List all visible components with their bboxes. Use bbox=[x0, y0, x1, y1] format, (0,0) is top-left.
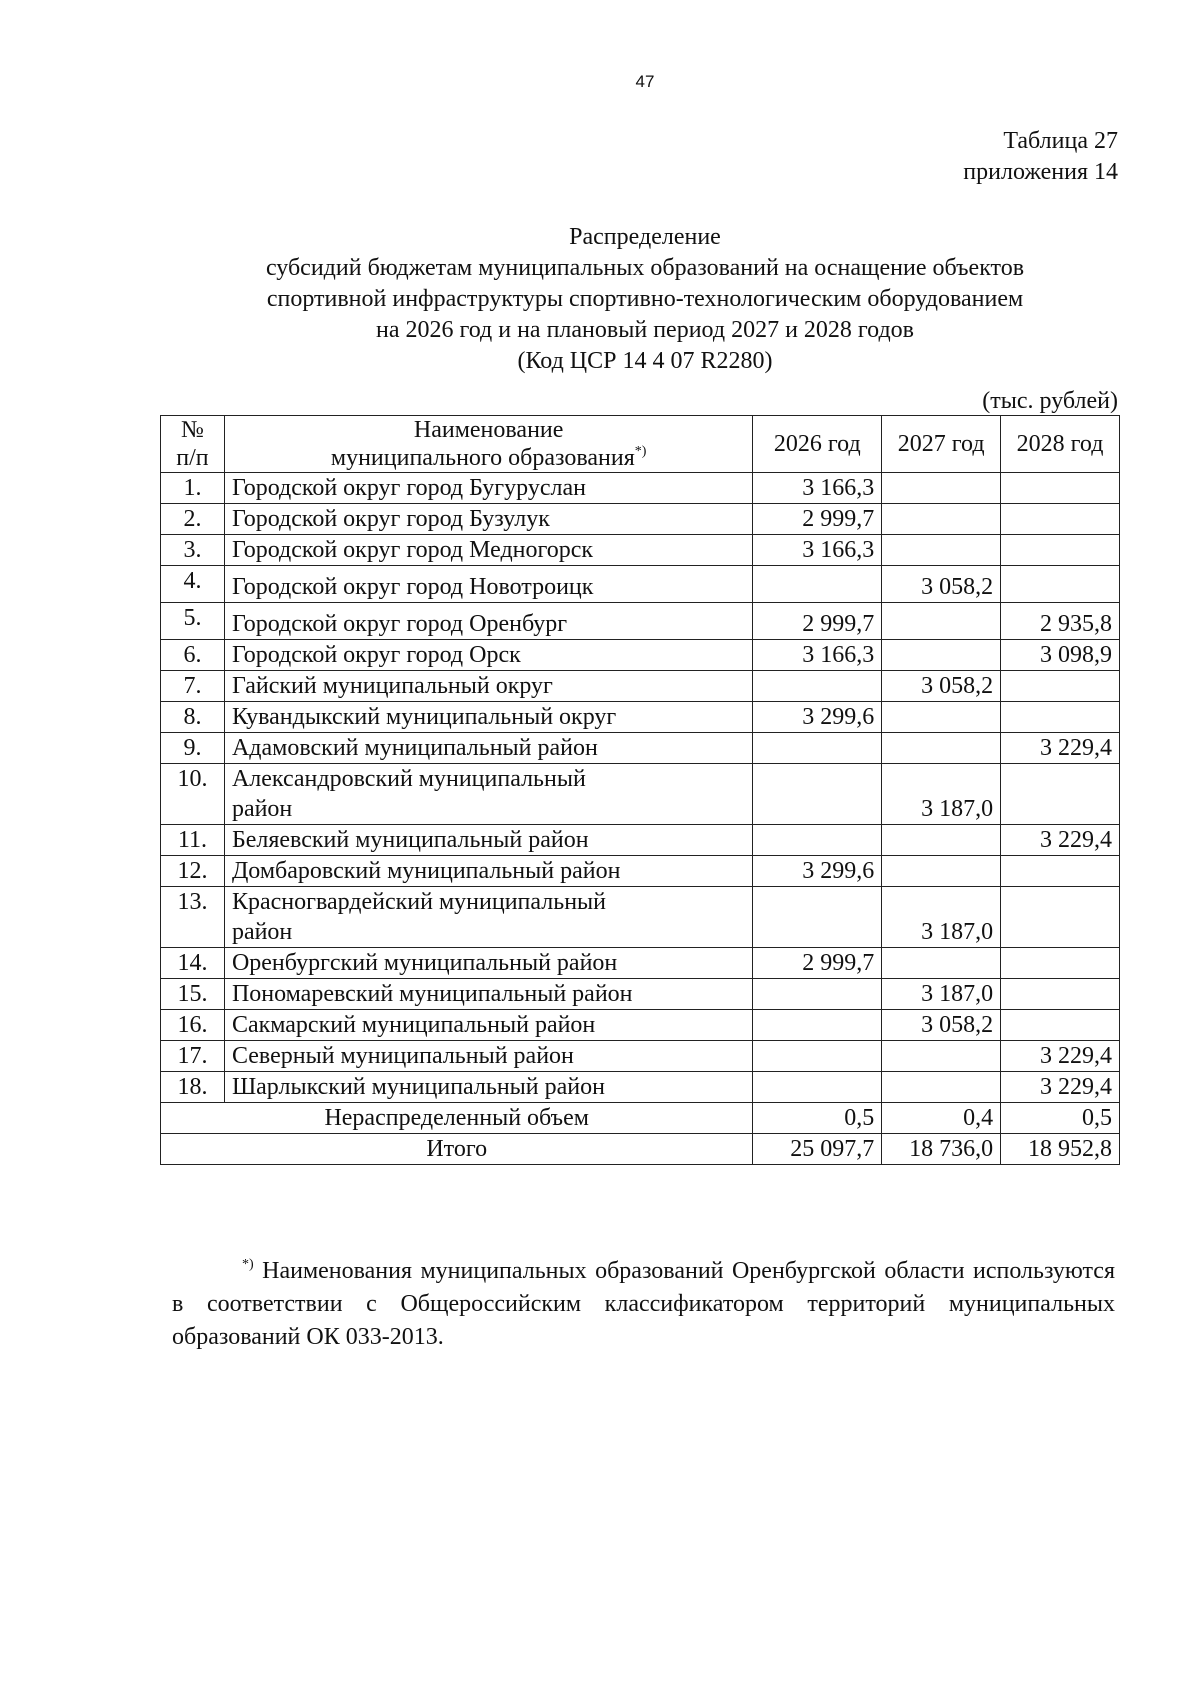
header-number-line-2: п/п bbox=[176, 445, 209, 471]
table-row bbox=[161, 979, 1120, 1010]
cell-name: Красногвардейский муниципальный район bbox=[224, 887, 752, 948]
cell-2027 bbox=[882, 1072, 1001, 1103]
cell-2028 bbox=[1001, 764, 1120, 825]
cell-2026 bbox=[753, 733, 882, 764]
cell-2027 bbox=[882, 733, 1001, 764]
cell-number: 9. bbox=[161, 733, 225, 764]
cell-2027 bbox=[882, 640, 1001, 671]
table-row bbox=[161, 603, 1120, 640]
cell-number: 15. bbox=[161, 979, 225, 1010]
cell-2027 bbox=[882, 1041, 1001, 1072]
cell-number: 13. bbox=[161, 887, 225, 948]
cell-name: Кувандыкский муниципальный округ bbox=[224, 702, 752, 733]
cell-name: Адамовский муниципальный район bbox=[224, 733, 752, 764]
header-2026: 2026 год bbox=[753, 416, 882, 473]
cell-number: 10. bbox=[161, 764, 225, 825]
cell-2028 bbox=[1001, 702, 1120, 733]
cell-2027: 3 058,2 bbox=[882, 1010, 1001, 1041]
cell-name: Александровский муниципальный район bbox=[224, 764, 752, 825]
cell-2027: 3 187,0 bbox=[882, 979, 1001, 1010]
cell-2028 bbox=[1001, 887, 1120, 948]
cell-2028 bbox=[1001, 504, 1120, 535]
table-label bbox=[963, 126, 1118, 188]
header-name bbox=[224, 416, 752, 473]
cell-2026: 3 166,3 bbox=[753, 640, 882, 671]
cell-2028: 3 229,4 bbox=[1001, 1041, 1120, 1072]
cell-2027: 3 058,2 bbox=[882, 671, 1001, 702]
header-name-line-1: Наименование bbox=[413, 417, 564, 443]
page-number: 47 bbox=[635, 72, 655, 91]
cell-2026 bbox=[753, 1010, 882, 1041]
cell-name: Городской округ город Оренбург bbox=[224, 603, 752, 640]
cell-2028 bbox=[1001, 948, 1120, 979]
heading-title: Распределение bbox=[569, 224, 721, 250]
unallocated-label: Нераспределенный объем bbox=[161, 1103, 753, 1134]
cell-2026: 2 999,7 bbox=[753, 603, 882, 640]
cell-number: 11. bbox=[161, 825, 225, 856]
cell-2027 bbox=[882, 603, 1001, 640]
cell-2026 bbox=[753, 671, 882, 702]
footnote-marker: *) bbox=[242, 1257, 254, 1272]
table-row bbox=[161, 887, 1120, 948]
cell-name: Беляевский муниципальный район bbox=[224, 825, 752, 856]
cell-name: Шарлыкский муниципальный район bbox=[224, 1072, 752, 1103]
footnote-text: Наименования муниципальных образований Оренбургской области используются в соответствии с Общероссийским классификатором территорий муниципальных образований ОК 033-2013. bbox=[172, 1258, 1115, 1350]
total-label: Итого bbox=[161, 1134, 753, 1165]
cell-2027 bbox=[882, 948, 1001, 979]
cell-2028 bbox=[1001, 566, 1120, 603]
cell-number: 7. bbox=[161, 671, 225, 702]
cell-2027 bbox=[882, 473, 1001, 504]
table-row bbox=[161, 948, 1120, 979]
cell-number: 2. bbox=[161, 504, 225, 535]
cell-name: Городской округ город Орск bbox=[224, 640, 752, 671]
heading-subtitle-line-1: субсидий бюджетам муниципальных образований на оснащение объектов bbox=[265, 255, 1025, 281]
table-row bbox=[161, 764, 1120, 825]
header-2028: 2028 год bbox=[1001, 416, 1120, 473]
table-row bbox=[161, 473, 1120, 504]
cell-2027 bbox=[882, 856, 1001, 887]
table-body bbox=[161, 473, 1120, 1165]
cell-2027: 3 058,2 bbox=[882, 566, 1001, 603]
table-row bbox=[161, 535, 1120, 566]
cell-number: 3. bbox=[161, 535, 225, 566]
table-row bbox=[161, 504, 1120, 535]
cell-name: Сакмарский муниципальный район bbox=[224, 1010, 752, 1041]
cell-number: 8. bbox=[161, 702, 225, 733]
cell-2028 bbox=[1001, 473, 1120, 504]
table-row bbox=[161, 671, 1120, 702]
cell-number: 6. bbox=[161, 640, 225, 671]
cell-name: Домбаровский муниципальный район bbox=[224, 856, 752, 887]
table-label-appendix: приложения 14 bbox=[963, 159, 1118, 185]
cell-number: 17. bbox=[161, 1041, 225, 1072]
cell-2028 bbox=[1001, 979, 1120, 1010]
header-name-line-2-wrap bbox=[232, 444, 745, 472]
cell-2028 bbox=[1001, 671, 1120, 702]
table-row bbox=[161, 566, 1120, 603]
table-row bbox=[161, 1072, 1120, 1103]
cell-name: Городской округ город Бугуруслан bbox=[224, 473, 752, 504]
heading-subtitle-line-2: спортивной инфраструктуры спортивно-технологическим оборудованием bbox=[266, 286, 1024, 312]
unallocated-2028: 0,5 bbox=[1001, 1103, 1120, 1134]
cell-2026: 3 299,6 bbox=[753, 702, 882, 733]
total-row bbox=[161, 1134, 1120, 1165]
footnote bbox=[172, 1255, 1115, 1354]
cell-2027 bbox=[882, 702, 1001, 733]
cell-2028: 3 229,4 bbox=[1001, 1072, 1120, 1103]
cell-2028: 3 229,4 bbox=[1001, 733, 1120, 764]
cell-number: 16. bbox=[161, 1010, 225, 1041]
table-row bbox=[161, 1010, 1120, 1041]
cell-name: Гайский муниципальный округ bbox=[224, 671, 752, 702]
unallocated-row bbox=[161, 1103, 1120, 1134]
cell-name: Городской округ город Медногорск bbox=[224, 535, 752, 566]
cell-2026: 3 299,6 bbox=[753, 856, 882, 887]
footnote-mark: *) bbox=[634, 444, 647, 459]
cell-2026: 2 999,7 bbox=[753, 504, 882, 535]
allocation-table bbox=[160, 415, 1120, 1165]
heading-code: (Код ЦСР 14 4 07 R2280) bbox=[517, 348, 773, 374]
total-2028: 18 952,8 bbox=[1001, 1134, 1120, 1165]
cell-2027: 3 187,0 bbox=[882, 887, 1001, 948]
total-2027: 18 736,0 bbox=[882, 1134, 1001, 1165]
cell-2027 bbox=[882, 825, 1001, 856]
cell-2026 bbox=[753, 1072, 882, 1103]
unallocated-2027: 0,4 bbox=[882, 1103, 1001, 1134]
cell-number: 5. bbox=[161, 603, 225, 640]
cell-2027 bbox=[882, 535, 1001, 566]
cell-2026 bbox=[753, 825, 882, 856]
table-row bbox=[161, 856, 1120, 887]
cell-2026 bbox=[753, 566, 882, 603]
cell-2028: 3 229,4 bbox=[1001, 825, 1120, 856]
table-label-number: Таблица 27 bbox=[1003, 128, 1118, 154]
cell-2026: 3 166,3 bbox=[753, 473, 882, 504]
cell-2028 bbox=[1001, 856, 1120, 887]
units-label: (тыс. рублей) bbox=[982, 388, 1118, 414]
header-number bbox=[161, 416, 225, 473]
cell-number: 18. bbox=[161, 1072, 225, 1103]
unallocated-2026: 0,5 bbox=[753, 1103, 882, 1134]
cell-2027 bbox=[882, 504, 1001, 535]
cell-name: Оренбургский муниципальный район bbox=[224, 948, 752, 979]
cell-2028: 2 935,8 bbox=[1001, 603, 1120, 640]
header-2027: 2027 год bbox=[882, 416, 1001, 473]
cell-name: Городской округ город Новотроицк bbox=[224, 566, 752, 603]
heading-subtitle-line-3: на 2026 год и на плановый период 2027 и 2028 годов bbox=[375, 317, 915, 343]
cell-2027: 3 187,0 bbox=[882, 764, 1001, 825]
cell-2026: 2 999,7 bbox=[753, 948, 882, 979]
cell-2026 bbox=[753, 979, 882, 1010]
cell-2026 bbox=[753, 1041, 882, 1072]
cell-2026 bbox=[753, 764, 882, 825]
cell-number: 4. bbox=[161, 566, 225, 603]
cell-2026 bbox=[753, 887, 882, 948]
cell-2028 bbox=[1001, 535, 1120, 566]
table-row bbox=[161, 640, 1120, 671]
cell-2028: 3 098,9 bbox=[1001, 640, 1120, 671]
table-row bbox=[161, 1041, 1120, 1072]
cell-number: 12. bbox=[161, 856, 225, 887]
document-heading bbox=[160, 222, 1130, 377]
table-row bbox=[161, 733, 1120, 764]
cell-name: Пономаревский муниципальный район bbox=[224, 979, 752, 1010]
cell-name: Северный муниципальный район bbox=[224, 1041, 752, 1072]
table-header-row bbox=[161, 416, 1120, 473]
cell-2028 bbox=[1001, 1010, 1120, 1041]
cell-name: Городской округ город Бузулук bbox=[224, 504, 752, 535]
header-name-line-2: муниципального образования bbox=[330, 445, 635, 471]
table-row bbox=[161, 702, 1120, 733]
cell-2026: 3 166,3 bbox=[753, 535, 882, 566]
total-2026: 25 097,7 bbox=[753, 1134, 882, 1165]
cell-number: 14. bbox=[161, 948, 225, 979]
header-number-line-1: № bbox=[181, 417, 204, 443]
table-row bbox=[161, 825, 1120, 856]
cell-number: 1. bbox=[161, 473, 225, 504]
